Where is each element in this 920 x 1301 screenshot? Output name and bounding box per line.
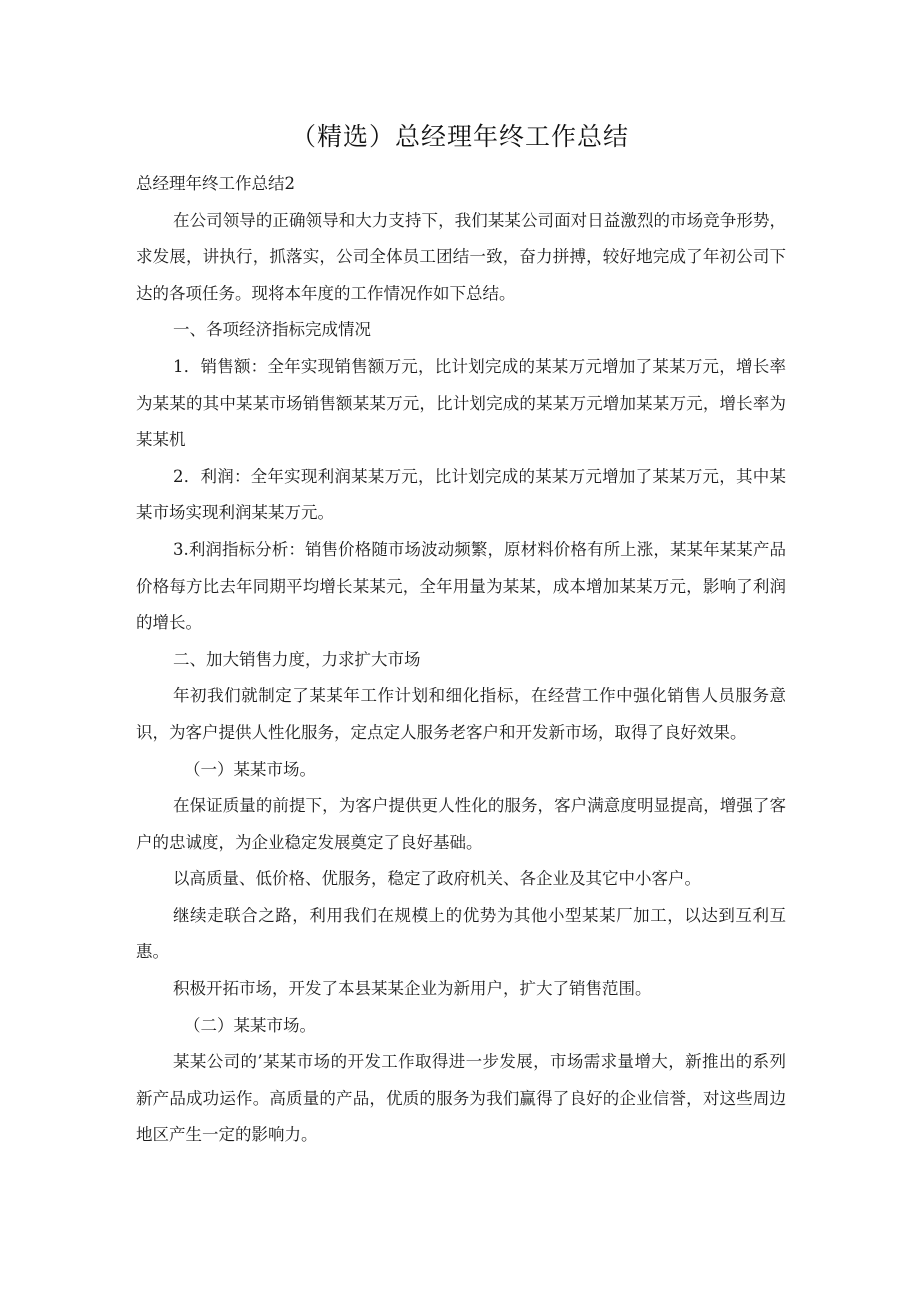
paragraph-intro: 在公司领导的正确领导和大力支持下，我们某某公司面对日益激烈的市场竞争形势，求发展，讲执行，抓落实，公司全体员工团结一致，奋力拼搏，较好地完成了年初公司下达的各项任务。现将本年度的工作情况作如下总结。	[136, 210, 786, 303]
paragraph-sales: 1．销售额：全年实现销售额万元，比计划完成的某某万元增加了某某万元，增长率为某某的其中某某市场销售额某某万元，比计划完成的某某万元增加某某万元，增长率为某某机	[136, 356, 786, 450]
paragraph-quality: 在保证质量的前提下，为客户提供更人性化的服务，客户满意度明显提高，增强了客户的忠诚度，为企业稳定发展奠定了良好基础。	[136, 796, 786, 852]
paragraph-market-development: 某某公司的’某某市场的开发工作取得进一步发展，市场需求量增大，新推出的系列新产品成功运作。高质量的产品，优质的服务为我们赢得了良好的企业信誉，对这些周边地区产生一定的影响力。	[136, 1052, 786, 1145]
document-subtitle: 总经理年终工作总结2	[136, 174, 295, 193]
section-heading-1: 一、各项经济指标完成情况	[173, 320, 371, 340]
paragraph-alliance: 继续走联合之路，利用我们在规模上的优势为其他小型某某厂加工，以达到互利互惠。	[136, 905, 786, 962]
subsection-heading-2: （二）某某市场。	[184, 1015, 316, 1035]
paragraph-profit-analysis: 3.利润指标分析：销售价格随市场波动频繁，原材料价格有所上涨，某某年某某产品价格每方比去年同期平均增长某某元，全年用量为某某，成本增加某某万元，影响了利润的增长。	[136, 539, 786, 633]
section-heading-2: 二、加大销售力度，力求扩大市场	[173, 649, 421, 669]
paragraph-plan: 年初我们就制定了某某年工作计划和细化指标，在经营工作中强化销售人员服务意识，为客户提供人性化服务，定点定人服务老客户和开发新市场，取得了良好效果。	[136, 686, 786, 742]
subsection-heading-1: （一）某某市场。	[184, 759, 316, 779]
paragraph-customers: 以高质量、低价格、优服务，稳定了政府机关、各企业及其它中小客户。	[173, 869, 701, 889]
document-body	[136, 166, 786, 1154]
paragraph-expansion: 积极开拓市场，开发了本县某某企业为新用户，扩大了销售范围。	[173, 979, 652, 999]
paragraph-profit: 2．利润：全年实现利润某某万元，比计划完成的某某万元增加了某某万元，其中某某市场实现利润某某万元。	[136, 466, 786, 523]
page-title: （精选）总经理年终工作总结	[290, 122, 629, 151]
